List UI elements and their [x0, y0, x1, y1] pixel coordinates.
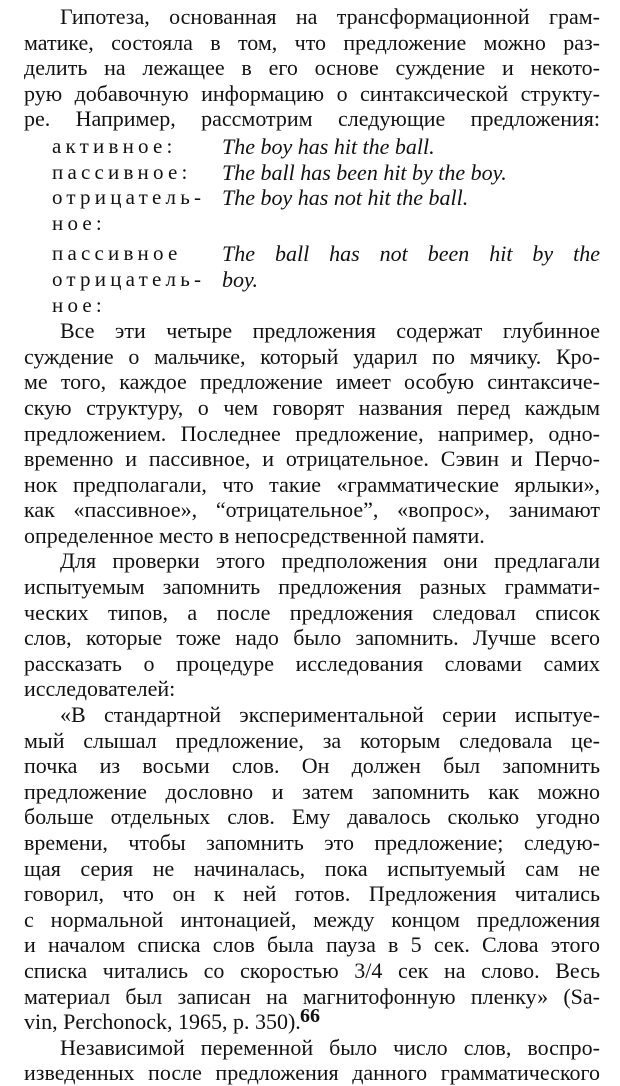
example-active	[24, 134, 600, 160]
quotation	[24, 702, 600, 1035]
text-line: слов, которые тоже надо было запомнить. Лучше всего	[24, 625, 600, 651]
page-number: 66	[300, 1005, 320, 1027]
text-line: больше отдельных слов. Ему давалось сколько угодно	[24, 804, 600, 830]
text-line: исследователей:	[24, 676, 176, 702]
paragraph-1	[24, 318, 600, 548]
text-line: рассказать о процедуре исследования словами самих	[24, 650, 600, 676]
text-line: vin, Perchonock, 1965, p. 350).	[24, 1009, 301, 1035]
text-line: щая серия не начиналась, пока испытуемый сам не	[24, 855, 600, 881]
label-line: пассивное:	[52, 159, 192, 184]
example-label	[24, 134, 222, 160]
text-line: изведенных после предложения данного грамматического	[24, 1060, 600, 1086]
text-line: предложением. Последнее предложение, например, одно-	[24, 420, 600, 446]
text-line: испытуемым запомнить предложения разных граммати-	[24, 574, 600, 600]
text-line: скую структуру, о чем говорят названия перед каждым	[24, 394, 600, 420]
page-text	[24, 4, 600, 1086]
label-line: ное:	[52, 210, 106, 235]
text-line: ме того, каждое предложение имеет особую синтаксиче-	[24, 369, 600, 395]
example-label	[24, 185, 222, 236]
text-line: Независимой переменной было число слов, воспро-	[60, 1034, 600, 1060]
text-line: как «пассивное», “отрицательное”, «вопрос», занимают	[24, 497, 600, 523]
examples-list	[24, 134, 600, 318]
text-line: с нормальной интонацией, между концом предложения	[24, 906, 600, 932]
text-line: и началом списка слов была пауза в 5 сек. Слова этого	[24, 932, 600, 958]
text-line: материал был записан на магнитофонную пленку» (Sa-	[24, 983, 600, 1009]
paragraph-3	[24, 1035, 600, 1086]
label-line: активное:	[52, 133, 177, 158]
text-line: рую добавочную информацию о синтаксической структу-	[24, 80, 600, 106]
intro-paragraph	[24, 4, 600, 132]
text-line: временно и пассивное, и отрицательное. Сэвин и Перчо-	[24, 446, 600, 472]
sentence-line: The ball has not been hit by the	[222, 241, 600, 267]
text-line: «В стандартной экспериментальной серии испытуе-	[60, 702, 600, 728]
text-line: суждение о мальчике, который ударил по мячику. Кро-	[24, 343, 600, 369]
example-negative	[24, 185, 600, 236]
text-line: почка из восьми слов. Он должен был запомнить	[24, 753, 600, 779]
text-line: списка читались со скоростью 3/4 сек на слово. Весь	[24, 957, 600, 983]
text-line: нок предполагали, что такие «грамматические ярлыки»,	[24, 471, 600, 497]
text-line: ре. Например, рассмотрим следующие предложения:	[24, 106, 600, 132]
text-line: предложение дословно и затем запомнить как можно	[24, 778, 600, 804]
example-passive	[24, 160, 600, 186]
example-sentence	[222, 241, 600, 318]
text-line: Для проверки этого предположения они предлагали	[60, 548, 600, 574]
text-line: говорил, что он к ней готов. Предложения читались	[24, 881, 600, 907]
example-label	[24, 241, 222, 318]
text-line: матике, состояла в том, что предложение можно раз-	[24, 29, 600, 55]
sentence-line: The ball has been hit by the boy.	[222, 159, 507, 185]
label-line: пассивное	[52, 241, 182, 266]
label-line: отрицатель-	[52, 185, 206, 210]
example-passive-negative	[24, 241, 600, 318]
text-line: Все эти четыре предложения содержат глубинное	[60, 318, 600, 344]
example-sentence	[222, 160, 600, 186]
text-line: определенное место в непосредственной памяти.	[24, 522, 485, 548]
example-sentence	[222, 185, 600, 236]
sentence-line: boy.	[222, 266, 259, 292]
paragraph-2	[24, 548, 600, 702]
sentence-line: The boy has hit the ball.	[222, 133, 435, 159]
text-line: ческих типов, а после предложения следовал список	[24, 599, 600, 625]
label-line: отрицатель-	[52, 266, 206, 291]
text-line: времени, чтобы запомнить это предложение; следую-	[24, 830, 600, 855]
text-line: мый слышал предложение, за которым следовала це-	[24, 727, 600, 753]
label-line: ное:	[52, 292, 106, 317]
text-line: делить на лежащее в его основе суждение и некото-	[24, 55, 600, 81]
example-label	[24, 160, 222, 186]
example-sentence	[222, 134, 600, 160]
sentence-line: The boy has not hit the ball.	[222, 185, 469, 211]
text-line: Гипотеза, основанная на трансформационной грам-	[60, 4, 600, 29]
